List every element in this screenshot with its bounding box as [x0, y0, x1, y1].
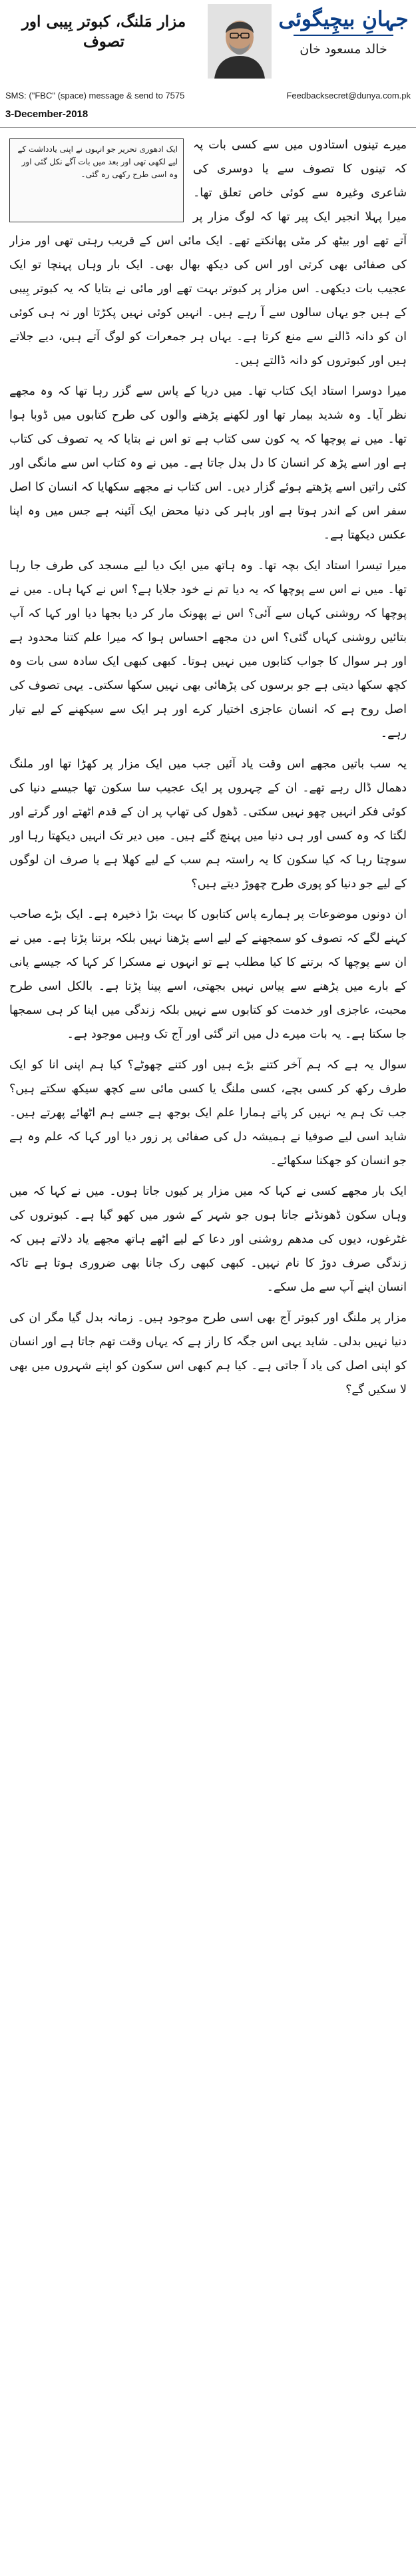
author-portrait — [208, 4, 272, 79]
sms-instructions: SMS: ("FBC" (space) message & send to 7575 — [5, 90, 185, 101]
column-headline: مزار مَلنگ، کبوتر بِیبی اور تصوف — [21, 13, 186, 51]
article-paragraph: ایک بار مجھے کسی نے کہا کہ میں مزار پر کیوں جاتا ہوں۔ میں نے کہا کہ میں وہاں سکون ڈھونڈنے جاتا ہوں جو شہر کے شور میں کھو گیا ہے۔ کبوتروں کی غٹرغوں، دیوں کی مدھم روشنی اور دعا کے لیے اٹھے ہاتھ مجھے یاد دلاتے ہیں کہ زندگی صرف دوڑ کا نام نہیں۔ کبھی کبھی رک جانا بھی ضروری ہوتا ہے تاکہ انسان اپنے آپ سے مل سکے۔ — [9, 1185, 407, 1294]
article-paragraph: ان دونوں موضوعات پر ہمارے پاس کتابوں کا بہت بڑا ذخیرہ ہے۔ ایک بڑے صاحب کہنے لگے کہ تصوف کو سمجھنے کے لیے اسے پڑھنا نہیں بلکہ برتنا پڑتا ہے۔ میں نے ان سے پوچھا کہ برتنے کا کیا مطلب ہے تو انہوں نے مسکرا کر کہا کہ جیسے پانی کے بارے میں پڑھنے سے پیاس نہیں بجھتی، اسے پینا پڑتا ہے۔ بالکل اسی طرح محبت، عاجزی اور خدمت کو کتابوں سے نہیں بلکہ زندگی میں اپنا کر ہی سمجھا جا سکتا ہے۔ یہ بات میرے دل میں اتر گئی اور آج تک وہیں موجود ہے۔ — [9, 908, 407, 1041]
newspaper-brand — [276, 5, 411, 79]
column-masthead — [0, 0, 416, 128]
brand-logo: جہانِ بیچِیگوئی — [278, 7, 409, 31]
inset-note-text: ایک ادھوری تحریر جو انہوں نے اپنی یادداشت کے لیے لکھی تھی اور بعد میں بات آگے نکل گئی اور وہ اسی طرح رکھی رہ گئی۔ — [17, 144, 178, 179]
article-paragraph: مزار پر ملنگ اور کبوتر آج بھی اسی طرح موجود ہیں۔ زمانہ بدل گیا مگر ان کی دنیا نہیں بدلی۔ شاید یہی اس جگہ کا راز ہے کہ یہاں وقت تھم جاتا ہے اور انسان کو اپنی اصل کی یاد آ جاتی ہے۔ کیا ہم کبھی اس سکون کو اپنے شہروں میں بھی لا سکیں گے؟ — [9, 1311, 407, 1396]
article-body — [9, 133, 407, 2568]
brand-divider — [294, 35, 393, 36]
contact-bar — [5, 88, 411, 103]
article-paragraph: سوال یہ ہے کہ ہم آخر کتنے بڑے ہیں اور کتنے چھوٹے؟ کیا ہم اپنی انا کو ایک طرف رکھ کر کسی بچے، کسی ملنگ یا کسی مائی سے کچھ سیکھ سکتے ہیں؟ جب تک ہم یہ نہیں کر پاتے ہمارا علم ایک بوجھ ہے جسے ہم اٹھائے پھرتے ہیں۔ شاید اسی لیے صوفیا نے ہمیشہ دل کی صفائی پر زور دیا اور کہا کہ علم وہ ہے جو انسان کو جھکنا سکھائے۔ — [9, 1058, 407, 1168]
article-paragraph: یہ سب باتیں مجھے اس وقت یاد آئیں جب میں ایک مزار پر کھڑا تھا اور ملنگ دھمال ڈال رہے تھے۔ ان کے چہروں پر ایک عجیب سا سکون تھا جیسے دنیا کی کوئی فکر انہیں چھو نہیں سکتی۔ ڈھول کی تھاپ پر ان کے قدم اٹھتے اور گرتے اور لگتا کہ وہ کسی اور ہی دنیا میں پہنچ گئے ہیں۔ میں دیر تک انہیں دیکھتا رہا اور سوچتا رہا کہ کیا سکون کا یہ راستہ ہم سب کے لیے کھلا ہے یا صرف ان لوگوں کے لیے جو دنیا کو پوری طرح چھوڑ دیتے ہیں؟ — [9, 757, 407, 891]
feedback-email[interactable]: Feedbacksecret@dunya.com.pk — [286, 90, 411, 101]
article-paragraph: میرا تیسرا استاد ایک بچہ تھا۔ وہ ہاتھ میں ایک دیا لیے مسجد کی طرف جا رہا تھا۔ میں نے اس سے پوچھا کہ یہ دیا تم نے خود جلایا ہے؟ اس نے کہا ہاں۔ میں نے پوچھا کہ روشنی کہاں سے آئی؟ اس نے پھونک مار کر دیا بجھا دیا اور کہا کہ آپ بتائیں روشنی کہاں گئی؟ اس دن مجھے احساس ہوا کہ میرا علم کتنا محدود ہے اور ہر سوال کا جواب کتابوں میں نہیں ہوتا۔ کبھی کبھی ایک سادہ سی بات وہ کچھ سکھا دیتی ہے جو برسوں کی پڑھائی بھی نہیں سکھا سکتی۔ یہی تصوف کی اصل روح ہے کہ انسان عاجزی اختیار کرے اور ہر ایک سے سیکھنے کے لیے تیار رہے۔ — [9, 559, 407, 740]
article-paragraph: میرا دوسرا استاد ایک کتاب تھا۔ میں دریا کے پاس سے گزر رہا تھا کہ وہ مجھے نظر آیا۔ وہ شدید بیمار تھا اور لکھنے پڑھنے والوں کی طرح کتابوں میں ڈوبا ہوا تھا۔ میں نے پوچھا کہ یہ کون سی کتاب ہے تو اس نے بتایا کہ یہ تصوف کی کتاب ہے اور اسے پڑھ کر انسان کا دل بدل جاتا ہے۔ میں نے وہ کتاب اس سے مانگی اور کئی راتیں اسے پڑھتے ہوئے گزار دیں۔ اس کتاب نے مجھے سکھایا کہ انسان کا اصل سفر اس کے اندر ہوتا ہے اور باہر کی دنیا محض ایک آئینہ ہے جس میں وہ اپنا عکس دیکھتا ہے۔ — [9, 385, 407, 542]
article-paragraph: میرے تینوں استادوں میں سے کسی بات پہ کہ تینوں کا تصوف سے یا دوسری کی شاعری وغیرہ سے کوئی خاص تعلق تھا۔ میرا پہلا انجیر ایک پیر تھا کہ لوگ مزار پر آتے تھے اور بیٹھ کر مٹی پھانکتے تھے۔ ایک مائی اس کے قریب رہتی تھی اور مزار کی صفائی بھی کرتی اور اس کی دیکھ بھال بھی۔ ایک بار وہاں پہنچا تو ایک عجیب بات دیکھی۔ اس مزار پر کبوتر بہت تھے اور مائی نے بتایا کہ یہ کبوتر بِیبی کے ہیں جو یہاں سالوں سے آ رہے ہیں۔ انہیں کوئی نہیں پکڑتا اور نہ ہی کوئی ان کو دانہ ڈالنے سے منع کرتا ہے۔ یہاں ہر جمعرات کو لوگ آتے ہیں، دیے جلاتے ہیں اور کبوتروں کو دانہ ڈالتے ہیں۔ — [9, 138, 407, 367]
author-name: خالد مسعود خان — [300, 42, 387, 57]
publish-date: 3-December-2018 — [5, 108, 89, 120]
author-photo-icon — [208, 4, 272, 79]
inset-note — [9, 138, 184, 222]
